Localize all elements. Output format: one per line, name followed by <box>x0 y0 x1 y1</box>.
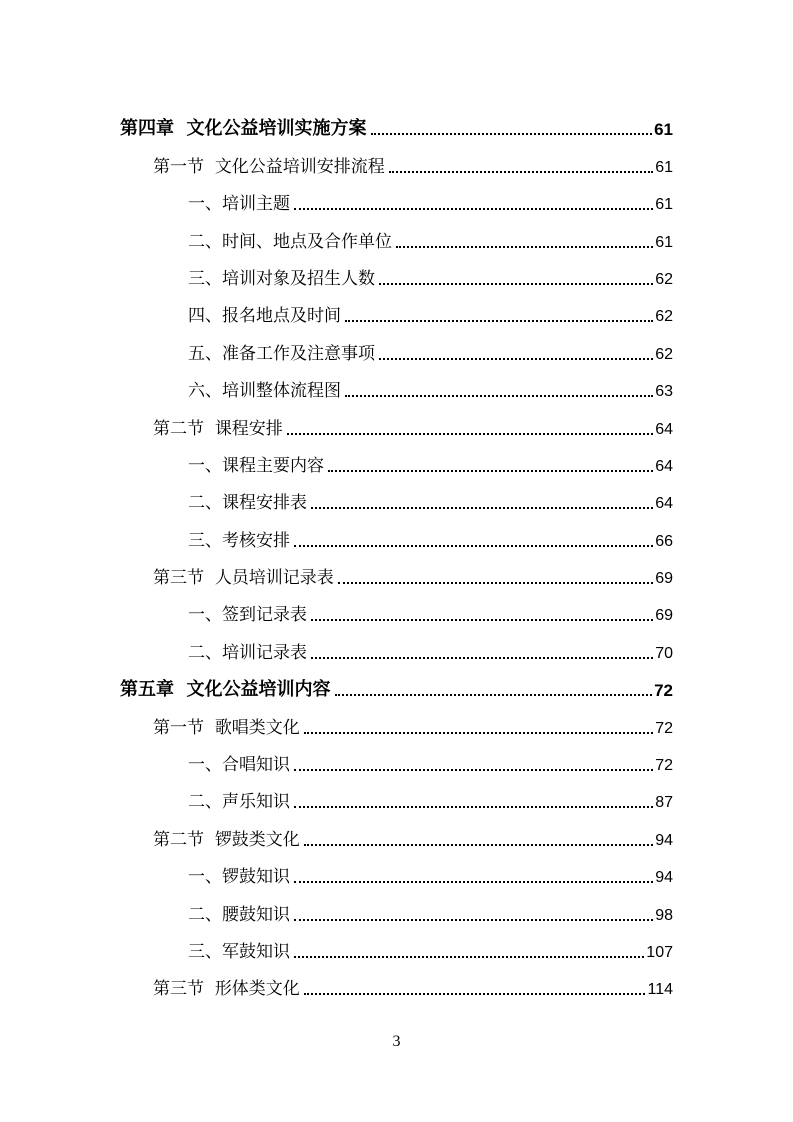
toc-entry-page: 62 <box>655 270 673 288</box>
toc-entry-gap <box>204 981 215 998</box>
toc-dot-leader <box>311 656 653 659</box>
toc-entry-page: 64 <box>655 495 673 513</box>
toc-section-entry[interactable] <box>120 699 673 736</box>
toc-entry-number: 一、 <box>188 455 222 476</box>
toc-entry-gap <box>174 120 187 138</box>
toc-subsection-entry[interactable] <box>120 924 673 961</box>
toc-dot-leader <box>294 955 644 958</box>
toc-entry-number: 一、 <box>188 755 222 776</box>
toc-subsection-entry[interactable] <box>120 438 673 475</box>
toc-entry-page: 64 <box>655 457 673 475</box>
toc-entry-title: 人员培训记录表 <box>214 568 334 589</box>
toc-entry-page: 61 <box>654 120 673 140</box>
toc-dot-leader <box>294 880 653 883</box>
toc-entry-title: 锣鼓类文化 <box>214 829 300 850</box>
toc-entry-page: 72 <box>654 681 673 701</box>
toc-dot-leader <box>294 918 653 921</box>
toc-entry-number: 第三节 <box>153 979 204 1000</box>
toc-subsection-entry[interactable] <box>120 288 673 325</box>
toc-entry-number: 第二节 <box>153 418 204 439</box>
toc-entry-number: 第四章 <box>120 118 174 140</box>
toc-dot-leader <box>379 282 653 285</box>
toc-entry-title: 腰鼓知识 <box>222 904 290 925</box>
toc-subsection-entry[interactable] <box>120 176 673 213</box>
toc-chapter-entry[interactable] <box>120 101 673 138</box>
toc-section-entry[interactable] <box>120 400 673 437</box>
toc-entry-number: 第二节 <box>153 829 204 850</box>
toc-subsection-entry[interactable] <box>120 849 673 886</box>
toc-entry-title: 课程主要内容 <box>222 455 324 476</box>
toc-dot-leader <box>389 170 653 173</box>
toc-dot-leader <box>338 581 653 584</box>
toc-entry-title: 军鼓知识 <box>222 941 290 962</box>
toc-entry-number: 六、 <box>188 381 222 402</box>
toc-entry-page: 94 <box>655 869 673 887</box>
toc-entry-title: 合唱知识 <box>222 755 290 776</box>
toc-dot-leader <box>294 544 653 547</box>
toc-dot-leader <box>335 693 653 696</box>
toc-subsection-entry[interactable] <box>120 737 673 774</box>
toc-entry-page: 69 <box>655 607 673 625</box>
toc-section-entry[interactable] <box>120 811 673 848</box>
toc-entry-page: 62 <box>655 345 673 363</box>
toc-entry-page: 107 <box>646 943 673 961</box>
toc-section-entry[interactable] <box>120 550 673 587</box>
toc-subsection-entry[interactable] <box>120 587 673 624</box>
toc-entry-page: 61 <box>655 196 673 214</box>
toc-entry-number: 四、 <box>188 306 222 327</box>
toc-entry-page: 98 <box>655 906 673 924</box>
toc-subsection-entry[interactable] <box>120 325 673 362</box>
toc-entry-number: 二、 <box>188 493 222 514</box>
toc-dot-leader <box>311 506 653 509</box>
toc-entry-number: 二、 <box>188 904 222 925</box>
toc-dot-leader <box>294 805 653 808</box>
toc-dot-leader <box>371 132 653 135</box>
toc-entry-number: 二、 <box>188 792 222 813</box>
toc-dot-leader <box>396 245 653 248</box>
toc-subsection-entry[interactable] <box>120 251 673 288</box>
toc-entry-title: 课程安排 <box>214 418 283 439</box>
toc-entry-page: 69 <box>655 570 673 588</box>
toc-chapter-entry[interactable] <box>120 662 673 699</box>
toc-entry-title: 培训主题 <box>222 194 290 215</box>
toc-entry-gap <box>204 720 215 737</box>
toc-dot-leader <box>294 768 653 771</box>
toc-dot-leader <box>345 319 653 322</box>
toc-entry-page: 63 <box>655 383 673 401</box>
toc-entry-number: 二、 <box>188 642 222 663</box>
toc-entry-title: 文化公益培训实施方案 <box>186 118 367 140</box>
toc-entry-title: 报名地点及时间 <box>222 306 341 327</box>
toc-entry-number: 第一节 <box>153 717 204 738</box>
toc-entry-page: 72 <box>655 719 673 737</box>
toc-dot-leader <box>379 357 653 360</box>
toc-entry-number: 第一节 <box>153 156 204 177</box>
toc-entry-number: 一、 <box>188 867 222 888</box>
toc-section-entry[interactable] <box>120 961 673 998</box>
toc-entry-number: 五、 <box>188 343 222 364</box>
toc-entry-number: 一、 <box>188 605 222 626</box>
toc-entry-page: 114 <box>647 981 673 999</box>
toc-entry-title: 锣鼓知识 <box>222 867 290 888</box>
toc-entry-number: 二、 <box>188 231 222 252</box>
toc-entry-number: 三、 <box>188 268 222 289</box>
toc-entry-title: 考核安排 <box>222 530 290 551</box>
toc-entry-number: 第五章 <box>120 679 174 701</box>
toc-entry-gap <box>204 159 215 176</box>
toc-entry-gap <box>174 681 187 699</box>
table-of-contents <box>120 101 673 998</box>
toc-entry-page: 94 <box>655 831 673 849</box>
toc-dot-leader <box>294 207 653 210</box>
toc-entry-gap <box>204 421 215 438</box>
toc-dot-leader <box>304 843 653 846</box>
toc-entry-page: 72 <box>655 757 673 775</box>
toc-entry-title: 培训整体流程图 <box>222 381 341 402</box>
page-number: 3 <box>392 1033 401 1050</box>
toc-dot-leader <box>304 731 653 734</box>
toc-entry-title: 签到记录表 <box>222 605 307 626</box>
toc-entry-title: 歌唱类文化 <box>214 717 300 738</box>
toc-entry-page: 70 <box>655 644 673 662</box>
toc-subsection-entry[interactable] <box>120 624 673 661</box>
toc-entry-number: 三、 <box>188 941 222 962</box>
toc-subsection-entry[interactable] <box>120 774 673 811</box>
toc-entry-title: 培训对象及招生人数 <box>222 268 375 289</box>
toc-entry-title: 声乐知识 <box>222 792 290 813</box>
toc-subsection-entry[interactable] <box>120 512 673 549</box>
toc-entry-number: 三、 <box>188 530 222 551</box>
toc-dot-leader <box>287 432 653 435</box>
toc-subsection-entry[interactable] <box>120 886 673 923</box>
toc-entry-title: 培训记录表 <box>222 642 307 663</box>
toc-entry-title: 准备工作及注意事项 <box>222 343 375 364</box>
toc-entry-title: 时间、地点及合作单位 <box>222 231 392 252</box>
toc-entry-gap <box>204 832 215 849</box>
toc-entry-page: 61 <box>655 233 673 251</box>
toc-dot-leader <box>311 618 653 621</box>
toc-dot-leader <box>345 394 653 397</box>
toc-entry-page: 87 <box>655 794 673 812</box>
toc-entry-title: 文化公益培训内容 <box>186 679 331 701</box>
toc-entry-page: 64 <box>655 420 673 438</box>
toc-subsection-entry[interactable] <box>120 213 673 250</box>
toc-entry-number: 一、 <box>188 194 222 215</box>
toc-subsection-entry[interactable] <box>120 363 673 400</box>
toc-entry-page: 62 <box>655 308 673 326</box>
toc-section-entry[interactable] <box>120 138 673 175</box>
toc-entry-number: 第三节 <box>153 568 204 589</box>
toc-entry-title: 文化公益培训安排流程 <box>214 156 385 177</box>
toc-entry-title: 课程安排表 <box>222 493 307 514</box>
toc-entry-gap <box>204 570 215 587</box>
toc-dot-leader <box>304 992 646 995</box>
toc-dot-leader <box>328 469 653 472</box>
toc-subsection-entry[interactable] <box>120 475 673 512</box>
toc-entry-title: 形体类文化 <box>214 979 300 1000</box>
toc-entry-page: 66 <box>655 532 673 550</box>
toc-entry-page: 61 <box>655 158 673 176</box>
